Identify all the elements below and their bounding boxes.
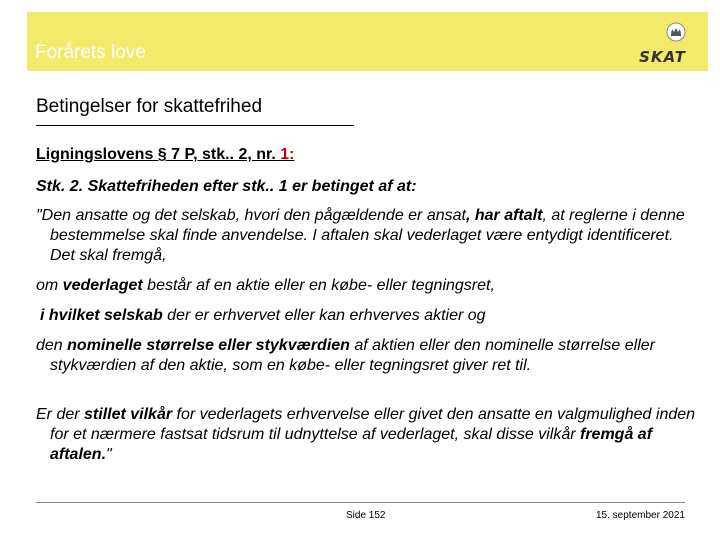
paragraph-quote	[36, 206, 696, 266]
paragraph-vilkaar	[36, 405, 696, 465]
slide-subtitle: Betingelser for skattefrihed	[36, 96, 263, 117]
crown-icon	[666, 22, 686, 42]
vilkaar-text-e: "	[106, 446, 112, 463]
nominelle-text-a: den	[36, 337, 68, 354]
vilkaar-text-d: fremgå af aftalen.	[50, 426, 653, 463]
subtitle-divider	[36, 125, 354, 126]
paragraph-nominelle	[36, 336, 696, 376]
om-text-b: vederlaget	[62, 277, 143, 294]
vilkaar-text-a: Er der	[36, 406, 85, 423]
paragraph-selskab	[36, 306, 696, 326]
quote-text-b: , har aftalt	[465, 207, 543, 224]
logo-text: SKAT	[639, 48, 686, 66]
quote-text-a: "Den ansatte og det selskab, hvori den pågældende er ansat	[36, 207, 466, 224]
header-title: Forårets love	[35, 42, 146, 63]
om-text-a: om	[36, 277, 63, 294]
paragraph-vederlag	[36, 276, 696, 296]
footer-divider	[36, 502, 685, 503]
nominelle-text-c: af aktien eller den nominelle størrelse eller stykværdien af den aktie, som en købe- eller tegningsret giver ret til.	[50, 337, 655, 374]
law-reference	[36, 145, 696, 165]
header-band	[27, 12, 708, 71]
selskab-text-b: der er erhvervet eller kan erhverves aktier og	[162, 307, 486, 324]
quote-text-c: , at reglerne i denne bestemmelse skal finde anvendelse. I aftalen skal vederlaget være entydigt identificeret. Det skal fremgå,	[50, 207, 685, 264]
selskab-text-a: i hvilket selskab	[40, 307, 163, 324]
law-reference-number: 1:	[280, 146, 295, 163]
vilkaar-text-c: for vederlagets erhvervelse eller givet den ansatte en valgmulighed inden for et nærmere fastsat tidsrum til udnyttelse af vederlaget, skal disse vilkår	[50, 406, 696, 443]
footer-date: 15. september 2021	[596, 510, 685, 521]
nominelle-text-b: nominelle størrelse eller stykværdien	[67, 337, 350, 354]
law-reference-text: Ligningslovens § 7 P, stk.. 2, nr.	[36, 146, 281, 163]
vilkaar-text-b: stillet vilkår	[84, 406, 173, 423]
om-text-c: består af en aktie eller en købe- eller tegningsret,	[142, 277, 495, 294]
skat-logo	[616, 22, 686, 70]
page-number: Side 152	[346, 510, 386, 521]
stk-heading: Stk. 2. Skattefriheden efter stk.. 1 er betinget af at:	[36, 178, 417, 195]
